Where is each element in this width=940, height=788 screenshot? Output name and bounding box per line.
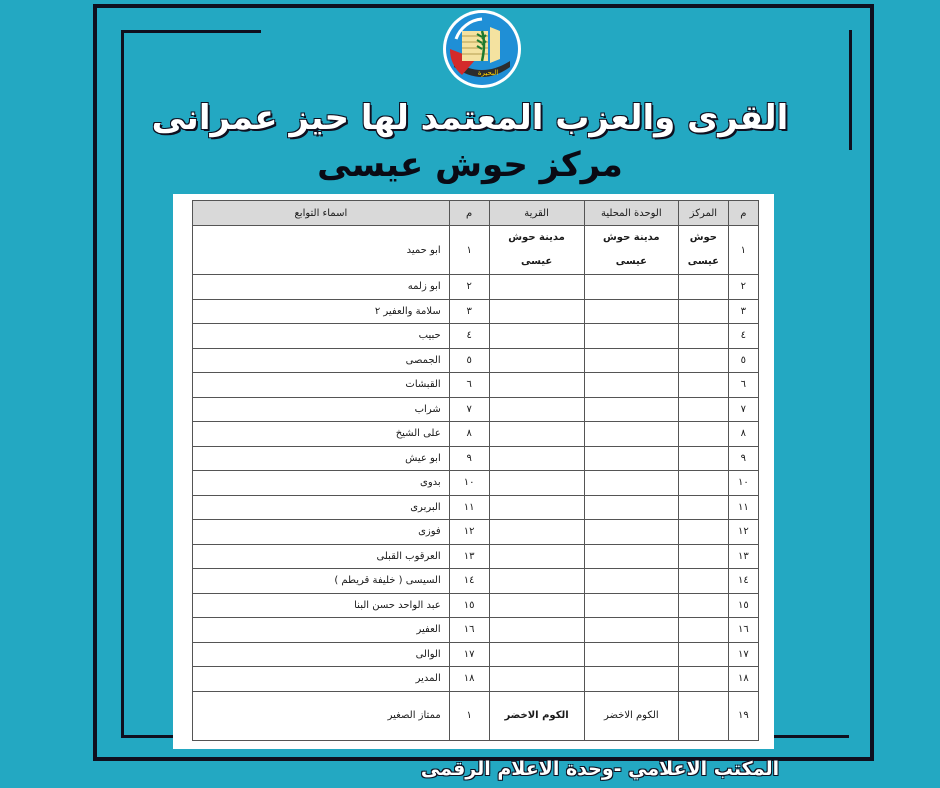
row-num: ١٢ [728, 520, 758, 545]
table-row [193, 667, 759, 692]
table-row [193, 348, 759, 373]
row-num: ٨ [728, 422, 758, 447]
village-cell [489, 348, 584, 373]
markaz-cell [679, 569, 729, 594]
local-unit-cell [584, 544, 679, 569]
village-cell [489, 569, 584, 594]
markaz-cell [679, 373, 729, 398]
sub-num-cell: ٣ [449, 299, 489, 324]
row-num: ١١ [728, 495, 758, 520]
footer-caption: المكتب الاعلامي -وحدة الاعلام الرقمى [420, 758, 780, 780]
row-num: ٥ [728, 348, 758, 373]
markaz-cell [679, 397, 729, 422]
sub-num-cell: ٧ [449, 397, 489, 422]
row-num: ١٠ [728, 471, 758, 496]
village-cell [489, 642, 584, 667]
header-sub-num: م [449, 201, 489, 226]
local-unit-cell [584, 520, 679, 545]
governorate-logo [442, 9, 522, 89]
markaz-cell [679, 544, 729, 569]
sub-num-cell: ٥ [449, 348, 489, 373]
sub-num-cell: ١٣ [449, 544, 489, 569]
sub-num-cell: ١ [449, 226, 489, 275]
local-unit-cell [584, 422, 679, 447]
table-row [193, 226, 759, 275]
row-num: ١٨ [728, 667, 758, 692]
local-unit-cell [584, 373, 679, 398]
row-num: ٦ [728, 373, 758, 398]
sub-num-cell: ١٧ [449, 642, 489, 667]
local-unit-cell [584, 348, 679, 373]
header-markaz: المركز [679, 201, 729, 226]
village-cell [489, 397, 584, 422]
table-row [193, 299, 759, 324]
markaz-cell [679, 226, 729, 275]
village-line1: مدينة حوش [508, 232, 565, 243]
local-unit-cell [584, 397, 679, 422]
markaz-cell [679, 691, 729, 740]
header-num: م [728, 201, 758, 226]
page-title: القرى والعزب المعتمد لها حيز عمرانى [151, 98, 789, 138]
markaz-cell [679, 446, 729, 471]
header-local-unit: الوحدة المحلية [584, 201, 679, 226]
table-row [193, 373, 759, 398]
local-unit-cell [584, 667, 679, 692]
sub-num-cell: ١٨ [449, 667, 489, 692]
sub-num-cell: ١٤ [449, 569, 489, 594]
village-cell [489, 520, 584, 545]
table-row [193, 642, 759, 667]
sub-num-cell: ١٢ [449, 520, 489, 545]
dependency-name: بدوى [193, 471, 450, 496]
sub-num-cell: ٦ [449, 373, 489, 398]
village-cell [489, 544, 584, 569]
village-cell [489, 471, 584, 496]
logo-text: البحيرة [477, 69, 499, 77]
local-unit-cell [584, 275, 679, 300]
dependency-name: عبد الواحد حسن البنا [193, 593, 450, 618]
markaz-cell [679, 324, 729, 349]
dependency-name: فوزى [193, 520, 450, 545]
table-row [193, 691, 759, 740]
row-num: ٤ [728, 324, 758, 349]
markaz-cell [679, 275, 729, 300]
villages-table [192, 200, 759, 741]
table-row [193, 446, 759, 471]
dependency-name: حبيب [193, 324, 450, 349]
row-num: ١٣ [728, 544, 758, 569]
row-num: ٧ [728, 397, 758, 422]
table-row [193, 618, 759, 643]
table-row [193, 495, 759, 520]
page-subtitle: مركز حوش عيسى [317, 145, 623, 185]
dependency-name: ابو حميد [193, 226, 450, 275]
header-village: القرية [489, 201, 584, 226]
row-num: ١٦ [728, 618, 758, 643]
dependency-name: على الشيخ [193, 422, 450, 447]
markaz-cell [679, 299, 729, 324]
village-cell [489, 299, 584, 324]
village-cell [489, 226, 584, 275]
table-row [193, 275, 759, 300]
markaz-cell [679, 618, 729, 643]
local-unit-cell [584, 226, 679, 275]
header-dependencies: اسماء التوابع [193, 201, 450, 226]
village-cell [489, 373, 584, 398]
dependency-name: البربرى [193, 495, 450, 520]
table-row [193, 520, 759, 545]
village-cell: الكوم الاخضر [489, 691, 584, 740]
markaz-cell [679, 593, 729, 618]
table-row [193, 397, 759, 422]
local-unit-cell [584, 495, 679, 520]
sub-num-cell: ٤ [449, 324, 489, 349]
village-cell [489, 593, 584, 618]
village-cell [489, 495, 584, 520]
dependency-name: السيسى ( خليفة قريطم ) [193, 569, 450, 594]
markaz-cell [679, 642, 729, 667]
table-row [193, 593, 759, 618]
local-unit-cell [584, 446, 679, 471]
markaz-cell [679, 348, 729, 373]
local-unit-cell [584, 642, 679, 667]
markaz-line2: عيسى [687, 256, 719, 267]
row-num: ٩ [728, 446, 758, 471]
village-cell [489, 275, 584, 300]
row-num: ١٩ [728, 691, 758, 740]
sub-num-cell: ٨ [449, 422, 489, 447]
markaz-cell [679, 471, 729, 496]
document-sheet [173, 194, 774, 749]
local-unit-cell [584, 618, 679, 643]
row-num: ٣ [728, 299, 758, 324]
markaz-cell [679, 667, 729, 692]
markaz-cell [679, 422, 729, 447]
local-unit-cell [584, 471, 679, 496]
dependency-name: ممتاز الصغير [193, 691, 450, 740]
row-num: ١ [728, 226, 758, 275]
sub-num-cell: ١١ [449, 495, 489, 520]
table-row [193, 544, 759, 569]
dependency-name: الجمصى [193, 348, 450, 373]
local-unit-cell: الكوم الاخضر [584, 691, 679, 740]
dependency-name: العرقوب القبلى [193, 544, 450, 569]
sub-num-cell: ١ [449, 691, 489, 740]
table-row [193, 569, 759, 594]
dependency-name: ابو زلمه [193, 275, 450, 300]
markaz-cell [679, 495, 729, 520]
dependency-name: العفير [193, 618, 450, 643]
dependency-name: القبشات [193, 373, 450, 398]
dependency-name: سلامة والعفير ٢ [193, 299, 450, 324]
village-cell [489, 422, 584, 447]
local-unit-line1: مدينة حوش [603, 232, 660, 243]
markaz-line1: حوش [689, 232, 718, 243]
table-header-row [193, 201, 759, 226]
sub-num-cell: ١٦ [449, 618, 489, 643]
sub-num-cell: ٩ [449, 446, 489, 471]
table-row [193, 471, 759, 496]
local-unit-cell [584, 569, 679, 594]
row-num: ١٤ [728, 569, 758, 594]
local-unit-cell [584, 299, 679, 324]
markaz-cell [679, 520, 729, 545]
sub-num-cell: ١٠ [449, 471, 489, 496]
sub-num-cell: ١٥ [449, 593, 489, 618]
dependency-name: الوالى [193, 642, 450, 667]
dependency-name: ابو عيش [193, 446, 450, 471]
dependency-name: المدير [193, 667, 450, 692]
table-row [193, 324, 759, 349]
village-cell [489, 667, 584, 692]
local-unit-cell [584, 324, 679, 349]
table-row [193, 422, 759, 447]
village-cell [489, 618, 584, 643]
row-num: ١٧ [728, 642, 758, 667]
row-num: ١٥ [728, 593, 758, 618]
row-num: ٢ [728, 275, 758, 300]
local-unit-cell [584, 593, 679, 618]
village-line2: عيسى [520, 256, 553, 267]
dependency-name: شراب [193, 397, 450, 422]
local-unit-line2: عيسى [615, 256, 647, 267]
sub-num-cell: ٢ [449, 275, 489, 300]
village-cell [489, 446, 584, 471]
village-cell [489, 324, 584, 349]
